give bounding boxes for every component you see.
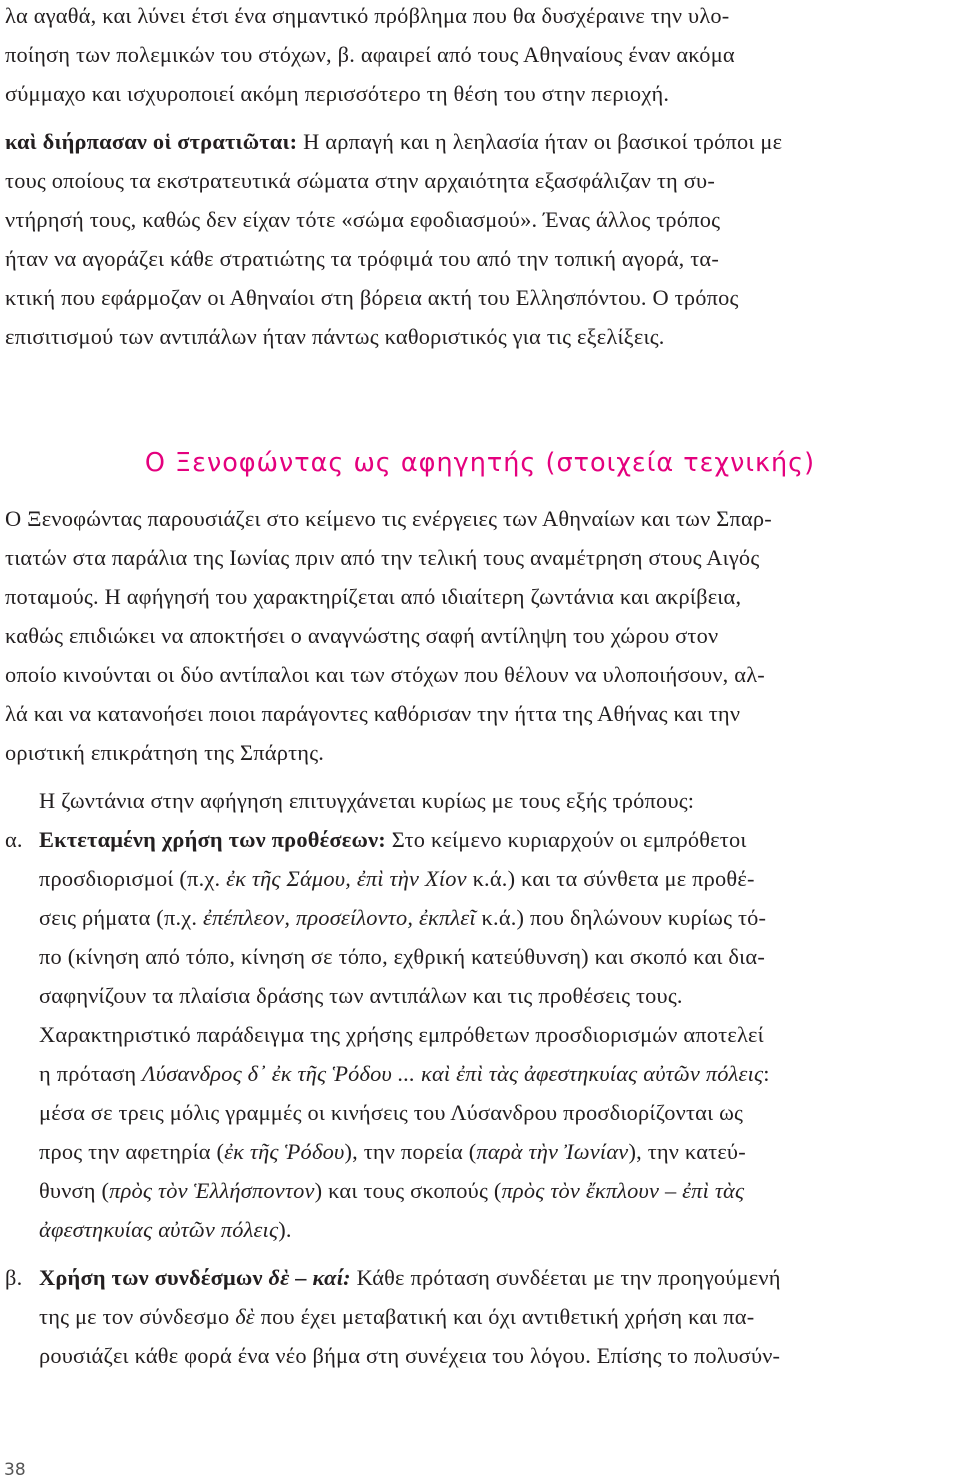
text-span: ), την κατεύ- [628,1139,746,1164]
text-line [39,821,960,859]
text-span: προς την αφετηρία ( [39,1139,225,1164]
text-line [39,1172,960,1210]
text-span: ). [278,1217,292,1242]
text-span: Κάθε πρόταση συνδέεται με την προηγούμενή [356,1265,781,1290]
text-span: η πρόταση [39,1061,143,1086]
italic-span: πρὸς τὸν Ἑλλήσποντον [109,1178,315,1203]
text-line: τους οποίους τα εκστρατευτικά σώματα στην αρχαιότητα εξασφάλιζαν τη συ- [5,168,715,193]
text-span: σεις ρήματα (π.χ. [39,905,203,930]
text-span: κ.ά.) και τα σύνθετα με προθέ- [466,866,755,891]
italic-span: ἐπέπλεον, προσείλοντο, ἐκπλεῖ [203,905,476,930]
text-line: επισιτισμού των αντιπάλων ήταν πάντως καθοριστικός για τις εξελίξεις. [5,324,665,349]
text-span: που έχει μεταβατική και όχι αντιθετική χρήση και πα- [254,1304,755,1329]
text-line: κτική που εφάρμοζαν οι Αθηναίοι στη βόρεια ακτή του Ελλησπόντου. Ο τρόπος [5,285,739,310]
text-line [39,860,960,898]
italic-span: παρὰ τὴν Ἰωνίαν [476,1139,629,1164]
text-line: καθώς επιδιώκει να αποκτήσει ο αναγνώστης σαφή αντίληψη του χώρου στον [5,623,719,648]
text-line: σαφηνίζουν τα πλαίσια δράσης των αντιπάλων και τις προθέσεις τους. [39,983,683,1008]
text-line [39,1133,960,1171]
italic-span: ἐκ τῆς Ῥόδου [224,1139,345,1164]
italic-span: δὲ [235,1304,255,1329]
page-number: 38 [4,1460,26,1480]
text-line [39,1298,960,1336]
bold-term: Εκτεταμένη χρήση των προθέσεων: [39,827,386,852]
italic-span: πρὸς τὸν ἔκπλουν – ἐπὶ τὰς [501,1178,745,1203]
text-span: ), την πορεία ( [344,1139,477,1164]
text-line: ντήρησή τους, καθώς δεν είχαν τότε «σώμα εφοδιασμού». Ένας άλλος τρόπος [5,207,721,232]
bold-term: καὶ διήρπασαν οἱ στρατιῶται: [5,129,298,154]
text-line: ποίηση των πολεμικών του στόχων, β. αφαιρεί από τους Αθηναίους έναν ακόμα [5,42,735,67]
italic-span: Λύσανδρος δ᾽ ἐκ τῆς Ῥόδου ... καὶ ἐπὶ τὰς ἀφεστηκυίας αὐτῶν πόλεις [142,1061,764,1086]
text-line [39,1055,960,1093]
bold-italic-term: δὲ – καί: [268,1265,351,1290]
text-line: μέσα σε τρεις μόλις γραμμές οι κινήσεις του Λύσανδρου προσδιορίζονται ως [39,1100,744,1125]
list-label: β. [5,1265,23,1290]
text-line: λά και να κατανοήσει ποιοι παράγοντες καθόρισαν την ήττα της Αθήνας και την [5,701,741,726]
text-span: της με τον σύνδεσμο [39,1304,236,1329]
text-line: οποίο κινούνται οι δύο αντίπαλοι και των στόχων που θέλουν να υλοποιήσουν, αλ- [5,662,765,687]
text-line: Χαρακτηριστικό παράδειγμα της χρήσης εμπρόθετων προσδιορισμών αποτελεί [39,1022,764,1047]
text-line: ήταν να αγοράζει κάθε στρατιώτης τα τρόφιμά του από την τοπική αγορά, τα- [5,246,720,271]
text-line: ρουσιάζει κάθε φορά ένα νέο βήμα στη συνέχεια του λόγου. Επίσης το πολυσύν- [39,1343,781,1368]
text-line: Ο Ξενοφώντας παρουσιάζει στο κείμενο τις ενέργειες των Αθηναίων και των Σπαρ- [5,506,772,531]
text-line: τιατών στα παράλια της Ιωνίας πριν από την τελική τους αναμέτρηση στους Αιγός [5,545,760,570]
text-line [39,899,960,937]
text-line [39,1211,960,1249]
text-span: κ.ά.) που δηλώνουν κυρίως τό- [475,905,767,930]
text-line: σύμμαχο και ισχυροποιεί ακόμη περισσότερο τη θέση του στην περιοχή. [5,81,670,106]
text-line: ποταμούς. Η αφήγησή του χαρακτηρίζεται από ιδιαίτερη ζωντάνια και ακρίβεια, [5,584,742,609]
bold-term: Χρήση των συνδέσμων [39,1265,263,1290]
list-label: α. [5,827,23,852]
text-line: λα αγαθά, και λύνει έτσι ένα σημαντικό πρόβλημα που θα δυσχέραινε την υλο- [5,3,730,28]
text-line: οριστική επικράτηση της Σπάρτης. [5,740,325,765]
text-line: Η ζωντάνια στην αφήγηση επιτυγχάνεται κυρίως με τους εξής τρόπους: [39,788,695,813]
text-line [39,1259,960,1297]
text-span: προσδιορισμοί (π.χ. [39,866,227,891]
section-heading: Ο Ξενοφώντας ως αφηγητής (στοιχεία τεχνικής) [144,448,816,478]
text-span: Η αρπαγή και η λεηλασία ήταν οι βασικοί τρόποι με [303,129,783,154]
text-span: θυνση ( [39,1178,110,1203]
text-span: : [763,1061,770,1086]
italic-span: ἀφεστηκυίας αὐτῶν πόλεις [39,1217,279,1242]
text-span: Στο κείμενο κυριαρχούν οι εμπρόθετοι [391,827,747,852]
italic-span: ἐκ τῆς Σάμου, ἐπὶ τὴν Χίον [226,866,467,891]
text-span: ) και τους σκοπούς ( [314,1178,502,1203]
text-line [5,123,960,161]
text-line: πο (κίνηση από τόπο, κίνηση σε τόπο, εχθρική κατεύθυνση) και σκοπό και δια- [39,944,765,969]
